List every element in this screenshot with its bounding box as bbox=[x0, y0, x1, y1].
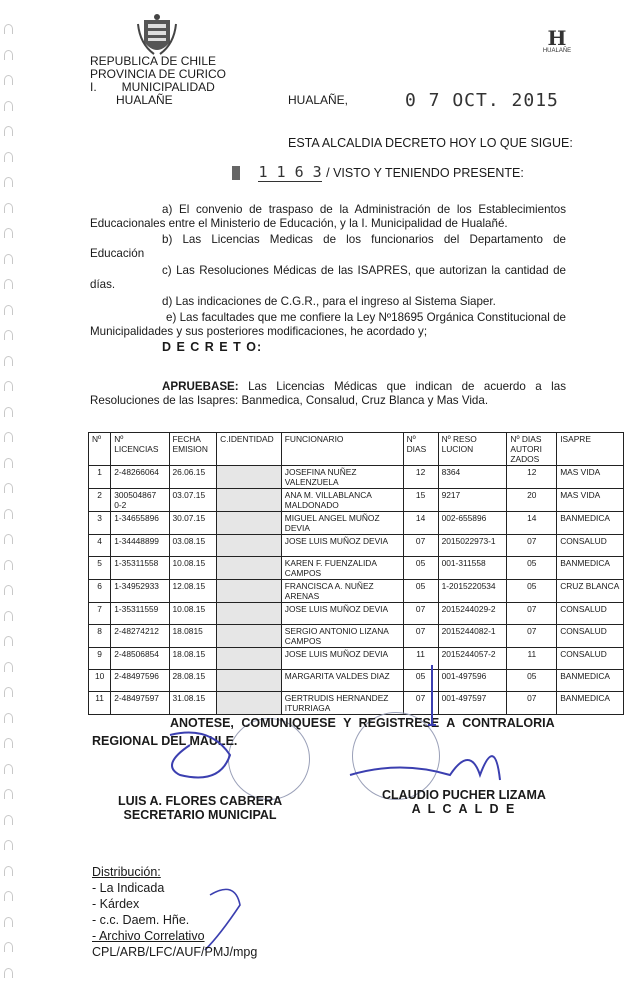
visto-label: / VISTO Y TENIENDO PRESENTE: bbox=[326, 166, 524, 180]
distribution-item: - c.c. Daem. Hñe. bbox=[92, 913, 190, 927]
table-cell: 1-34952933 bbox=[111, 580, 169, 603]
consideration-e: e) Las facultades que me confiere la Ley Nº18695 Orgánica Constitucional de Municipalidades y sus posteriores modificaciones, he acordado y; bbox=[90, 311, 566, 338]
table-header-row bbox=[89, 433, 624, 466]
table-cell bbox=[217, 535, 282, 557]
table-cell: 7 bbox=[89, 603, 111, 625]
binder-hole-icon bbox=[4, 585, 13, 595]
table-row bbox=[89, 466, 624, 489]
table-cell: 3 bbox=[89, 512, 111, 535]
table-cell: 10.08.15 bbox=[169, 603, 217, 625]
table-cell: BANMEDICA bbox=[557, 557, 624, 580]
table-cell bbox=[217, 489, 282, 512]
table-cell: 14 bbox=[403, 512, 438, 535]
table-cell: 9217 bbox=[438, 489, 507, 512]
place-label: HUALAÑE, bbox=[288, 93, 349, 107]
consideration-a: a) El convenio de traspaso de la Administración de los Establecimientos Educacionales entre el Ministerio de Educación, y la I. Municipalidad de Hualañé. bbox=[90, 203, 566, 230]
binder-hole-icon bbox=[4, 330, 13, 340]
table-cell: 2015244057-2 bbox=[438, 648, 507, 670]
table-cell: 07 bbox=[403, 603, 438, 625]
table-cell: 05 bbox=[507, 557, 557, 580]
binder-hole-icon bbox=[4, 458, 13, 468]
table-cell: 4 bbox=[89, 535, 111, 557]
decree-intro: ESTA ALCALDIA DECRETO HOY LO QUE SIGUE: bbox=[288, 136, 573, 150]
table-cell: 9 bbox=[89, 648, 111, 670]
table-cell: 14 bbox=[507, 512, 557, 535]
table-cell: 05 bbox=[403, 670, 438, 692]
col-header: FUNCIONARIO bbox=[281, 433, 403, 466]
table-cell: 10.08.15 bbox=[169, 557, 217, 580]
closing-line-1: ANOTESE, COMUNIQUESE Y REGISTRESE A CONTRALORIA bbox=[170, 716, 555, 730]
table-cell: 8364 bbox=[438, 466, 507, 489]
distribution bbox=[92, 864, 257, 960]
table-cell: 31.08.15 bbox=[169, 692, 217, 715]
binder-hole-icon bbox=[4, 432, 13, 442]
table-cell: 30.07.15 bbox=[169, 512, 217, 535]
binder-hole-icon bbox=[4, 305, 13, 315]
table-cell: 6 bbox=[89, 580, 111, 603]
table-cell: 20 bbox=[507, 489, 557, 512]
table-row bbox=[89, 580, 624, 603]
distribution-title: Distribución: bbox=[92, 865, 161, 879]
table-cell: CRUZ BLANCA bbox=[557, 580, 624, 603]
table-cell: 05 bbox=[507, 670, 557, 692]
table-cell: JOSE LUIS MUÑOZ DEVIA bbox=[281, 648, 403, 670]
table-cell: 1-34655896 bbox=[111, 512, 169, 535]
municipality-logo: H HUALAÑE bbox=[542, 26, 572, 54]
table-cell: 1-2015220534 bbox=[438, 580, 507, 603]
binder-hole-icon bbox=[4, 50, 13, 60]
table-cell bbox=[217, 580, 282, 603]
binder-hole-icon bbox=[4, 381, 13, 391]
binder-hole-icon bbox=[4, 662, 13, 672]
binder-hole-icon bbox=[4, 356, 13, 366]
decree-number: 1 1 6 3 bbox=[258, 163, 322, 181]
table-cell: 07 bbox=[403, 692, 438, 715]
table-cell: 2 bbox=[89, 489, 111, 512]
table-cell: 1 bbox=[89, 466, 111, 489]
binder-hole-icon bbox=[4, 177, 13, 187]
binder-hole-icon bbox=[4, 228, 13, 238]
table-cell: CONSALUD bbox=[557, 535, 624, 557]
distribution-item: - La Indicada bbox=[92, 881, 165, 895]
binder-hole-icon bbox=[4, 407, 13, 417]
table-cell: CONSALUD bbox=[557, 625, 624, 648]
table-row bbox=[89, 557, 624, 580]
binder-hole-icon bbox=[4, 636, 13, 646]
table-cell: 07 bbox=[403, 535, 438, 557]
consideration-d: d) Las indicaciones de C.G.R., para el ingreso al Sistema Siaper. bbox=[162, 295, 496, 308]
table-cell: BANMEDICA bbox=[557, 670, 624, 692]
mayor-signature bbox=[382, 788, 546, 816]
table-cell: ANA M. VILLABLANCA MALDONADO bbox=[281, 489, 403, 512]
stamp-mark-icon bbox=[232, 166, 240, 180]
table-cell: KAREN F. FUENZALIDA CAMPOS bbox=[281, 557, 403, 580]
secretary-signature bbox=[118, 794, 282, 822]
binder-hole-icon bbox=[4, 687, 13, 697]
header-block bbox=[90, 55, 226, 107]
header-line-commune: HUALAÑE bbox=[116, 93, 173, 107]
table-cell: 07 bbox=[507, 625, 557, 648]
table-cell: CONSALUD bbox=[557, 603, 624, 625]
table-cell: 1-34448899 bbox=[111, 535, 169, 557]
binder-hole-icon bbox=[4, 279, 13, 289]
table-cell: 11 bbox=[403, 648, 438, 670]
table-cell: 28.08.15 bbox=[169, 670, 217, 692]
table-cell bbox=[217, 625, 282, 648]
binder-hole-icon bbox=[4, 509, 13, 519]
table-cell bbox=[217, 603, 282, 625]
col-header: Nº bbox=[89, 433, 111, 466]
table-cell: 10 bbox=[89, 670, 111, 692]
table-cell: 1-35311559 bbox=[111, 603, 169, 625]
table-cell: 2015022973-1 bbox=[438, 535, 507, 557]
consideration-b: b) Las Licencias Medicas de los funcionarios del Departamento de Educación bbox=[90, 233, 566, 260]
table-cell: 2-48266064 bbox=[111, 466, 169, 489]
table-row bbox=[89, 625, 624, 648]
table-cell: 300504867 0-2 bbox=[111, 489, 169, 512]
binder-hole-icon bbox=[4, 24, 13, 34]
binder-hole-icon bbox=[4, 789, 13, 799]
binder-hole-icon bbox=[4, 534, 13, 544]
decree-number-row bbox=[232, 163, 524, 182]
binder-hole-icon bbox=[4, 483, 13, 493]
table-cell: 001-497597 bbox=[438, 692, 507, 715]
binder-hole-icon bbox=[4, 254, 13, 264]
date-stamp: 0 7 OCT. 2015 bbox=[405, 90, 559, 111]
table-cell: 2-48274212 bbox=[111, 625, 169, 648]
distribution-item: - Kárdex bbox=[92, 897, 140, 911]
table-cell: 8 bbox=[89, 625, 111, 648]
considerations bbox=[90, 203, 566, 339]
binder-hole-icon bbox=[4, 917, 13, 927]
table-cell: 26.06.15 bbox=[169, 466, 217, 489]
binder-holes bbox=[2, 0, 16, 985]
table-cell: 05 bbox=[403, 557, 438, 580]
col-header: Nº DIAS AUTORI ZADOS bbox=[507, 433, 557, 466]
table-cell: 18.0815 bbox=[169, 625, 217, 648]
binder-hole-icon bbox=[4, 126, 13, 136]
col-header: ISAPRE bbox=[557, 433, 624, 466]
table-cell: JOSEFINA NUÑEZ VALENZUELA bbox=[281, 466, 403, 489]
table-row bbox=[89, 489, 624, 512]
col-header: C.IDENTIDAD bbox=[217, 433, 282, 466]
col-header: Nº DIAS bbox=[403, 433, 438, 466]
table-cell: 2015244082-1 bbox=[438, 625, 507, 648]
table-cell: 12.08.15 bbox=[169, 580, 217, 603]
table-cell: BANMEDICA bbox=[557, 512, 624, 535]
table-cell: 03.07.15 bbox=[169, 489, 217, 512]
table-row bbox=[89, 512, 624, 535]
binder-hole-icon bbox=[4, 840, 13, 850]
table-cell: SERGIO ANTONIO LIZANA CAMPOS bbox=[281, 625, 403, 648]
table-cell: 07 bbox=[507, 692, 557, 715]
table-cell: BANMEDICA bbox=[557, 692, 624, 715]
table-cell: 07 bbox=[507, 603, 557, 625]
table-cell: 11 bbox=[89, 692, 111, 715]
table-cell: 15 bbox=[403, 489, 438, 512]
table-cell: 07 bbox=[403, 625, 438, 648]
table-cell: GERTRUDIS HERNANDEZ ITURRIAGA bbox=[281, 692, 403, 715]
table-cell: 05 bbox=[403, 580, 438, 603]
binder-hole-icon bbox=[4, 942, 13, 952]
table-cell: 12 bbox=[507, 466, 557, 489]
binder-hole-icon bbox=[4, 713, 13, 723]
closing-line-2: REGIONAL DEL MAULE. bbox=[92, 734, 238, 748]
table-cell: FRANCISCA A. NUÑEZ ARENAS bbox=[281, 580, 403, 603]
table-row bbox=[89, 535, 624, 557]
table-cell: MIGUEL ANGEL MUÑOZ DEVIA bbox=[281, 512, 403, 535]
binder-hole-icon bbox=[4, 75, 13, 85]
table-cell: 1-35311558 bbox=[111, 557, 169, 580]
consideration-c: c) Las Resoluciones Médicas de las ISAPRES, que autorizan la cantidad de días. bbox=[90, 264, 566, 291]
table-cell: 2-48497596 bbox=[111, 670, 169, 692]
mayor-name: CLAUDIO PUCHER LIZAMA bbox=[382, 788, 546, 802]
distribution-item: - Archivo Correlativo bbox=[92, 929, 205, 943]
table-cell: JOSE LUIS MUÑOZ DEVIA bbox=[281, 535, 403, 557]
table-cell: 2-48506854 bbox=[111, 648, 169, 670]
table-cell: 12 bbox=[403, 466, 438, 489]
table-cell bbox=[217, 512, 282, 535]
table-cell: MAS VIDA bbox=[557, 489, 624, 512]
binder-hole-icon bbox=[4, 968, 13, 978]
header-line-country: REPUBLICA DE CHILE bbox=[90, 54, 217, 68]
table-cell: 001-311558 bbox=[438, 557, 507, 580]
table-cell: 2015244029-2 bbox=[438, 603, 507, 625]
table-cell: JOSE LUIS MUÑOZ DEVIA bbox=[281, 603, 403, 625]
binder-hole-icon bbox=[4, 891, 13, 901]
mayor-title: A L C A L D E bbox=[411, 802, 517, 816]
header-line-municipality: I. MUNICIPALIDAD bbox=[90, 80, 215, 94]
table-cell: 11 bbox=[507, 648, 557, 670]
decreto-heading: D E C R E T O: bbox=[162, 340, 263, 354]
table-cell bbox=[217, 466, 282, 489]
binder-hole-icon bbox=[4, 611, 13, 621]
header-line-province: PROVINCIA DE CURICO bbox=[90, 67, 227, 81]
binder-hole-icon bbox=[4, 866, 13, 876]
aprueba-paragraph: APRUEBASE: Las Licencias Médicas que indican de acuerdo a las Resoluciones de las Isapres: Banmedica, Consalud, Cruz Blanca y Mas Vida. bbox=[90, 380, 566, 407]
secretary-name: LUIS A. FLORES CABRERA bbox=[118, 794, 283, 808]
distribution-initials: CPL/ARB/LFC/AUF/PMJ/mpg bbox=[92, 945, 258, 959]
table-cell: MARGARITA VALDES DIAZ bbox=[281, 670, 403, 692]
table-cell: 2-48497597 bbox=[111, 692, 169, 715]
table-row bbox=[89, 603, 624, 625]
table-cell: 03.08.15 bbox=[169, 535, 217, 557]
table-cell: 5 bbox=[89, 557, 111, 580]
table-cell: 18.08.15 bbox=[169, 648, 217, 670]
col-header: Nº LICENCIAS bbox=[111, 433, 169, 466]
secretary-title: SECRETARIO MUNICIPAL bbox=[123, 808, 277, 822]
binder-hole-icon bbox=[4, 738, 13, 748]
table-cell: 05 bbox=[507, 580, 557, 603]
binder-hole-icon bbox=[4, 203, 13, 213]
binder-hole-icon bbox=[4, 815, 13, 825]
col-header: Nº RESO LUCION bbox=[438, 433, 507, 466]
col-header: FECHA EMISION bbox=[169, 433, 217, 466]
table-cell: 07 bbox=[507, 535, 557, 557]
table-cell bbox=[217, 557, 282, 580]
binder-hole-icon bbox=[4, 560, 13, 570]
table-cell: 001-497596 bbox=[438, 670, 507, 692]
table-cell: CONSALUD bbox=[557, 648, 624, 670]
table-cell: MAS VIDA bbox=[557, 466, 624, 489]
table-cell: 002-655896 bbox=[438, 512, 507, 535]
binder-hole-icon bbox=[4, 101, 13, 111]
binder-hole-icon bbox=[4, 764, 13, 774]
binder-hole-icon bbox=[4, 152, 13, 162]
